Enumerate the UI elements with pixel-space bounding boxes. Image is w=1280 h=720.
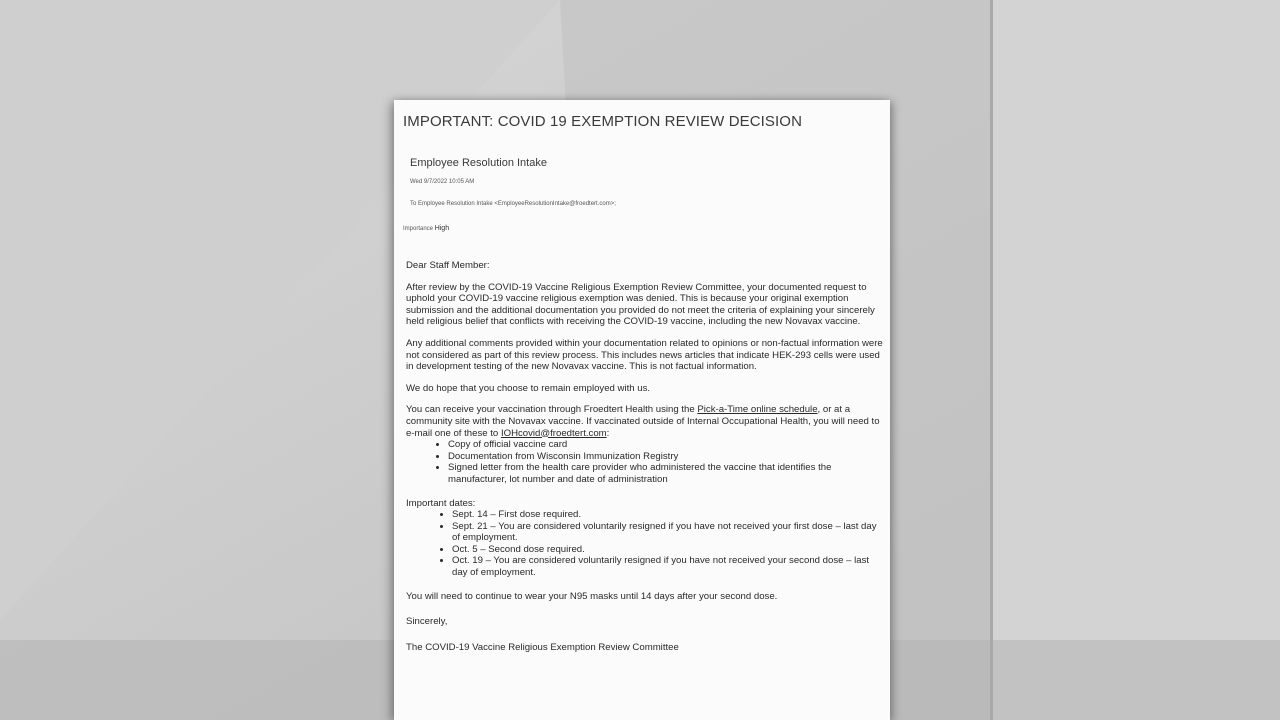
list-item: • Copy of official vaccine card: [448, 439, 884, 451]
email-importance: [403, 225, 449, 232]
email-recipient: [410, 201, 616, 207]
paragraph-hope: We do hope that you choose to remain employed with us.: [406, 382, 651, 394]
paragraph-masks: You will need to continue to wear your N95 masks until 14 days after your second dose.: [406, 590, 778, 602]
to-address: Employee Resolution Intake <EmployeeResolutionIntake@froedtert.com>;: [418, 201, 616, 207]
email-date: Wed 9/7/2022 10:05 AM: [410, 179, 475, 185]
greeting: Dear Staff Member:: [406, 260, 490, 271]
importance-value: High: [434, 225, 450, 232]
list-item: • Oct. 5 – Second dose required.: [452, 544, 884, 556]
closing: Sincerely,: [406, 616, 448, 628]
importance-label: Importance: [403, 226, 434, 232]
to-prefix: To: [410, 201, 417, 207]
paragraph-decision: After review by the COVID-19 Vaccine Religious Exemption Review Committee, your documented request to uphold your COVID-19 vaccine religious exemption was denied. This is because your original exemption submission and the additional documentation you provided do not meet the criteria of explaining your sincerely held religious belief that conflicts with receiving the COVID-19 vaccine, including the new Novavax vaccine.: [406, 281, 875, 328]
paragraph-vaccination: [406, 404, 884, 439]
list-item: • Sept. 14 – First dose required.: [452, 509, 884, 521]
pick-a-time-link[interactable]: Pick-a-Time online schedule: [697, 404, 818, 416]
list-item: • Oct. 19 – You are considered voluntarily resigned if you have not received your second dose – last day of employment.: [452, 555, 884, 578]
documentation-list: [406, 439, 884, 485]
dates-heading: Important dates:: [406, 497, 476, 509]
signature: The COVID-19 Vaccine Religious Exemption Review Committee: [406, 641, 679, 653]
vaccination-text-end: :: [606, 427, 610, 439]
email-document: [394, 100, 890, 720]
list-item: • Documentation from Wisconsin Immunization Registry: [448, 451, 884, 463]
dates-list: [406, 509, 884, 579]
email-sender: Employee Resolution Intake: [410, 157, 547, 169]
email-body: [406, 260, 884, 653]
list-item: • Sept. 21 – You are considered voluntarily resigned if you have not received your first dose – last day of employment.: [452, 521, 884, 544]
paragraph-comments: Any additional comments provided within your documentation related to opinions or non-factual information were not considered as part of this review process. This includes news articles that indicate HEK-293 cells were used in development testing of the new Novavax vaccine. This is not factual information.: [406, 337, 883, 373]
list-item: • Signed letter from the health care provider who administered the vaccine that identifies the manufacturer, lot number and date of administration: [448, 462, 884, 485]
ioh-email-link[interactable]: IOHcovid@froedtert.com: [500, 427, 607, 439]
email-subject: IMPORTANT: COVID 19 EXEMPTION REVIEW DECISION: [403, 113, 803, 130]
vaccination-text-mid: , or at a community site with the Novavax vaccine. If vaccinated outside of Internal Occupational Health, you will need to e-mail one of these to: [406, 404, 880, 439]
vaccination-text-start: You can receive your vaccination through Froedtert Health using the: [406, 404, 698, 416]
